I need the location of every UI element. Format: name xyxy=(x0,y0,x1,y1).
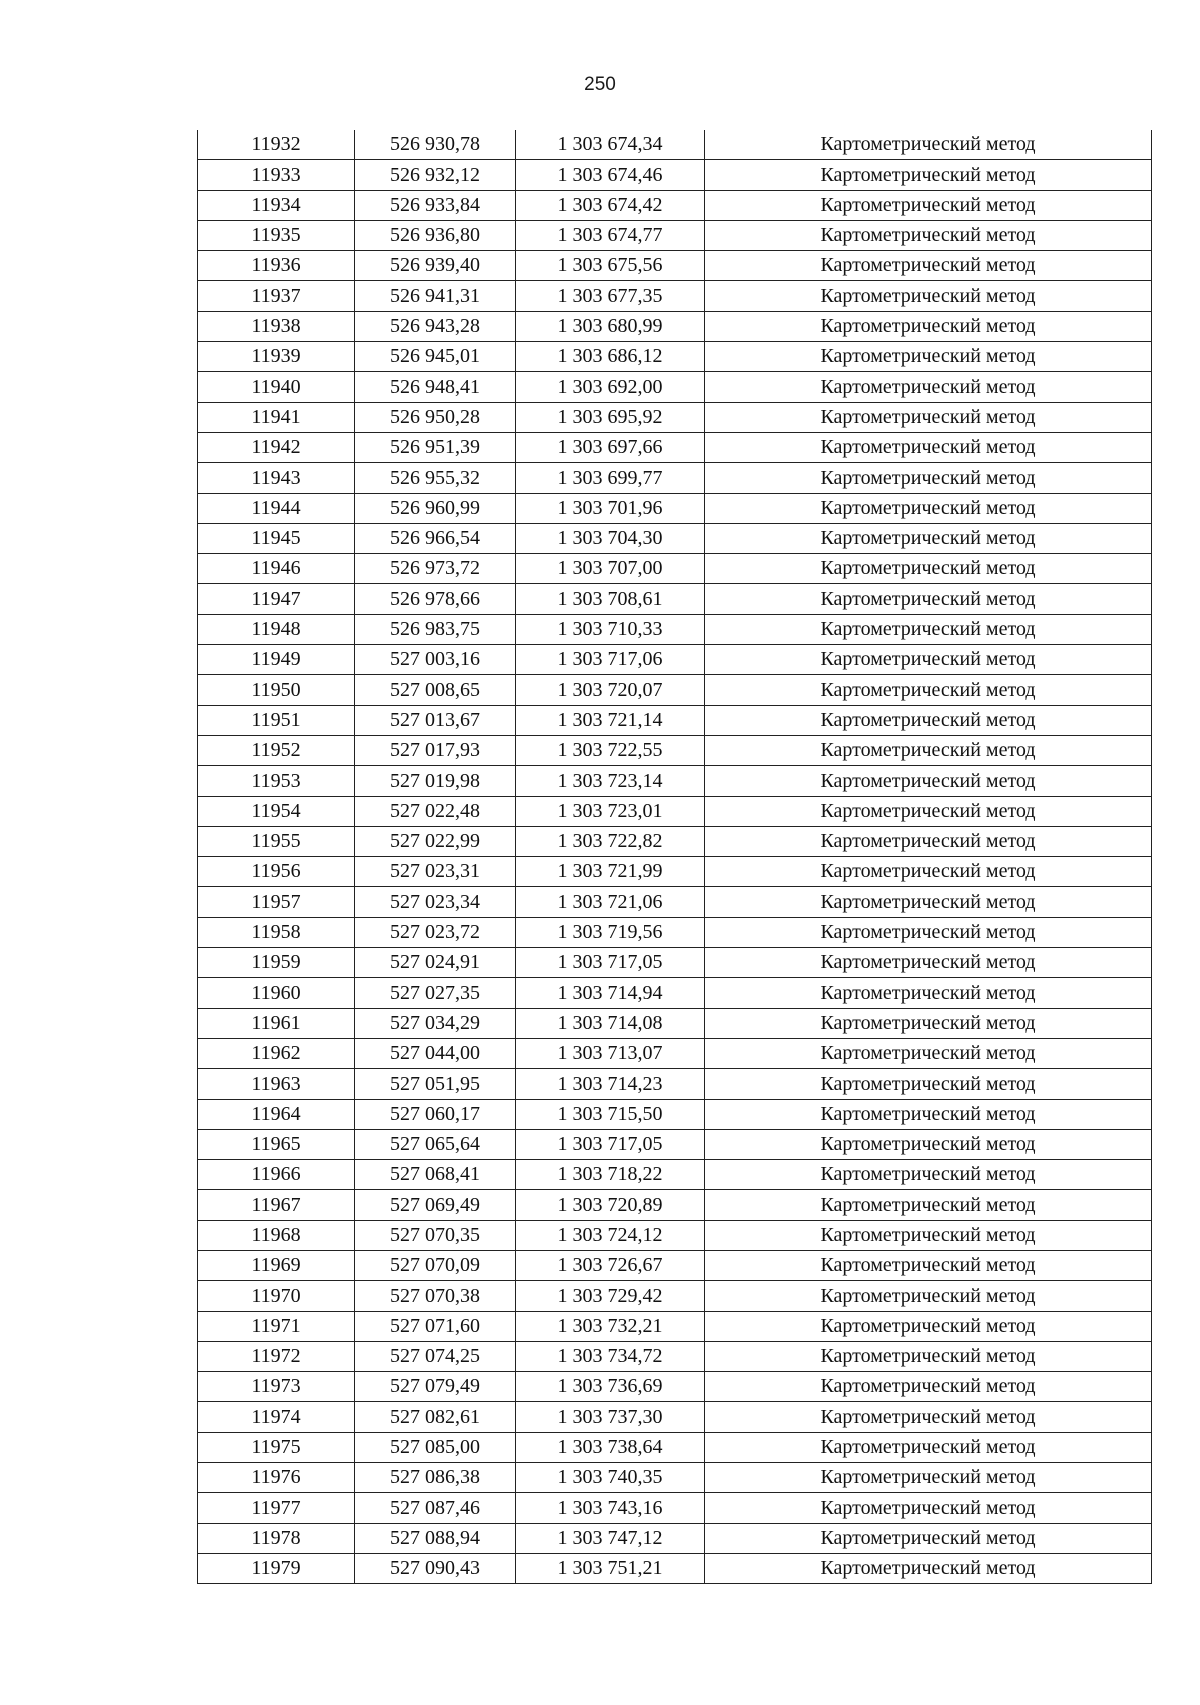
x-coordinate-cell: 527 090,43 xyxy=(355,1553,516,1583)
point-number-cell: 11978 xyxy=(198,1523,355,1553)
method-cell: Картометрический метод xyxy=(705,1038,1152,1068)
table-row xyxy=(198,220,1152,250)
y-coordinate-cell: 1 303 686,12 xyxy=(516,342,705,372)
point-number-cell: 11979 xyxy=(198,1553,355,1583)
x-coordinate-cell: 526 978,66 xyxy=(355,584,516,614)
table-row xyxy=(198,1008,1152,1038)
y-coordinate-cell: 1 303 722,82 xyxy=(516,826,705,856)
method-cell: Картометрический метод xyxy=(705,735,1152,765)
y-coordinate-cell: 1 303 747,12 xyxy=(516,1523,705,1553)
point-number-cell: 11964 xyxy=(198,1099,355,1129)
method-cell: Картометрический метод xyxy=(705,160,1152,190)
y-coordinate-cell: 1 303 692,00 xyxy=(516,372,705,402)
y-coordinate-cell: 1 303 721,14 xyxy=(516,705,705,735)
y-coordinate-cell: 1 303 695,92 xyxy=(516,402,705,432)
x-coordinate-cell: 527 027,35 xyxy=(355,978,516,1008)
point-number-cell: 11972 xyxy=(198,1341,355,1371)
table-row xyxy=(198,614,1152,644)
point-number-cell: 11977 xyxy=(198,1493,355,1523)
point-number-cell: 11965 xyxy=(198,1129,355,1159)
x-coordinate-cell: 527 023,72 xyxy=(355,917,516,947)
x-coordinate-cell: 526 930,78 xyxy=(355,130,516,160)
point-number-cell: 11958 xyxy=(198,917,355,947)
x-coordinate-cell: 526 933,84 xyxy=(355,190,516,220)
table-row xyxy=(198,1038,1152,1068)
point-number-cell: 11939 xyxy=(198,342,355,372)
table-row xyxy=(198,1372,1152,1402)
y-coordinate-cell: 1 303 719,56 xyxy=(516,917,705,947)
x-coordinate-cell: 526 936,80 xyxy=(355,220,516,250)
point-number-cell: 11968 xyxy=(198,1220,355,1250)
method-cell: Картометрический метод xyxy=(705,887,1152,917)
method-cell: Картометрический метод xyxy=(705,1493,1152,1523)
table-row xyxy=(198,1069,1152,1099)
point-number-cell: 11971 xyxy=(198,1311,355,1341)
method-cell: Картометрический метод xyxy=(705,1523,1152,1553)
table-row xyxy=(198,190,1152,220)
y-coordinate-cell: 1 303 723,01 xyxy=(516,796,705,826)
method-cell: Картометрический метод xyxy=(705,796,1152,826)
point-number-cell: 11952 xyxy=(198,735,355,765)
y-coordinate-cell: 1 303 674,42 xyxy=(516,190,705,220)
y-coordinate-cell: 1 303 677,35 xyxy=(516,281,705,311)
x-coordinate-cell: 527 034,29 xyxy=(355,1008,516,1038)
table-row xyxy=(198,735,1152,765)
x-coordinate-cell: 527 013,67 xyxy=(355,705,516,735)
x-coordinate-cell: 526 983,75 xyxy=(355,614,516,644)
table-row xyxy=(198,917,1152,947)
point-number-cell: 11945 xyxy=(198,523,355,553)
method-cell: Картометрический метод xyxy=(705,432,1152,462)
point-number-cell: 11946 xyxy=(198,554,355,584)
y-coordinate-cell: 1 303 674,77 xyxy=(516,220,705,250)
method-cell: Картометрический метод xyxy=(705,190,1152,220)
method-cell: Картометрический метод xyxy=(705,1341,1152,1371)
point-number-cell: 11947 xyxy=(198,584,355,614)
x-coordinate-cell: 526 939,40 xyxy=(355,251,516,281)
y-coordinate-cell: 1 303 715,50 xyxy=(516,1099,705,1129)
y-coordinate-cell: 1 303 714,94 xyxy=(516,978,705,1008)
y-coordinate-cell: 1 303 674,34 xyxy=(516,130,705,160)
x-coordinate-cell: 527 070,35 xyxy=(355,1220,516,1250)
method-cell: Картометрический метод xyxy=(705,1069,1152,1099)
method-cell: Картометрический метод xyxy=(705,554,1152,584)
x-coordinate-cell: 526 945,01 xyxy=(355,342,516,372)
table-row xyxy=(198,1463,1152,1493)
point-number-cell: 11976 xyxy=(198,1463,355,1493)
y-coordinate-cell: 1 303 717,05 xyxy=(516,948,705,978)
x-coordinate-cell: 527 023,34 xyxy=(355,887,516,917)
method-cell: Картометрический метод xyxy=(705,948,1152,978)
y-coordinate-cell: 1 303 737,30 xyxy=(516,1402,705,1432)
y-coordinate-cell: 1 303 721,99 xyxy=(516,857,705,887)
method-cell: Картометрический метод xyxy=(705,1190,1152,1220)
table-row xyxy=(198,766,1152,796)
coordinates-table-body xyxy=(198,130,1152,1584)
y-coordinate-cell: 1 303 680,99 xyxy=(516,311,705,341)
point-number-cell: 11943 xyxy=(198,463,355,493)
point-number-cell: 11970 xyxy=(198,1281,355,1311)
x-coordinate-cell: 527 044,00 xyxy=(355,1038,516,1068)
point-number-cell: 11973 xyxy=(198,1372,355,1402)
table-row xyxy=(198,1493,1152,1523)
table-row xyxy=(198,130,1152,160)
point-number-cell: 11960 xyxy=(198,978,355,1008)
method-cell: Картометрический метод xyxy=(705,251,1152,281)
point-number-cell: 11950 xyxy=(198,675,355,705)
table-row xyxy=(198,645,1152,675)
y-coordinate-cell: 1 303 699,77 xyxy=(516,463,705,493)
method-cell: Картометрический метод xyxy=(705,1250,1152,1280)
table-row xyxy=(198,1220,1152,1250)
method-cell: Картометрический метод xyxy=(705,220,1152,250)
table-row xyxy=(198,887,1152,917)
x-coordinate-cell: 526 941,31 xyxy=(355,281,516,311)
y-coordinate-cell: 1 303 714,23 xyxy=(516,1069,705,1099)
point-number-cell: 11937 xyxy=(198,281,355,311)
table-row xyxy=(198,1281,1152,1311)
method-cell: Картометрический метод xyxy=(705,645,1152,675)
method-cell: Картометрический метод xyxy=(705,523,1152,553)
method-cell: Картометрический метод xyxy=(705,493,1152,523)
table-row xyxy=(198,1190,1152,1220)
y-coordinate-cell: 1 303 714,08 xyxy=(516,1008,705,1038)
y-coordinate-cell: 1 303 707,00 xyxy=(516,554,705,584)
y-coordinate-cell: 1 303 674,46 xyxy=(516,160,705,190)
point-number-cell: 11953 xyxy=(198,766,355,796)
table-row xyxy=(198,826,1152,856)
point-number-cell: 11936 xyxy=(198,251,355,281)
table-row xyxy=(198,1553,1152,1583)
table-row xyxy=(198,1402,1152,1432)
method-cell: Картометрический метод xyxy=(705,675,1152,705)
x-coordinate-cell: 527 070,09 xyxy=(355,1250,516,1280)
method-cell: Картометрический метод xyxy=(705,1160,1152,1190)
x-coordinate-cell: 527 071,60 xyxy=(355,1311,516,1341)
method-cell: Картометрический метод xyxy=(705,1311,1152,1341)
x-coordinate-cell: 527 086,38 xyxy=(355,1463,516,1493)
x-coordinate-cell: 527 088,94 xyxy=(355,1523,516,1553)
table-row xyxy=(198,251,1152,281)
x-coordinate-cell: 527 023,31 xyxy=(355,857,516,887)
coordinates-table xyxy=(197,130,1152,1584)
point-number-cell: 11969 xyxy=(198,1250,355,1280)
table-row xyxy=(198,554,1152,584)
method-cell: Картометрический метод xyxy=(705,1008,1152,1038)
y-coordinate-cell: 1 303 720,89 xyxy=(516,1190,705,1220)
table-row xyxy=(198,402,1152,432)
method-cell: Картометрический метод xyxy=(705,705,1152,735)
point-number-cell: 11957 xyxy=(198,887,355,917)
table-row xyxy=(198,1432,1152,1462)
method-cell: Картометрический метод xyxy=(705,1372,1152,1402)
point-number-cell: 11959 xyxy=(198,948,355,978)
y-coordinate-cell: 1 303 721,06 xyxy=(516,887,705,917)
point-number-cell: 11951 xyxy=(198,705,355,735)
point-number-cell: 11948 xyxy=(198,614,355,644)
method-cell: Картометрический метод xyxy=(705,766,1152,796)
x-coordinate-cell: 526 951,39 xyxy=(355,432,516,462)
point-number-cell: 11961 xyxy=(198,1008,355,1038)
point-number-cell: 11955 xyxy=(198,826,355,856)
x-coordinate-cell: 526 973,72 xyxy=(355,554,516,584)
y-coordinate-cell: 1 303 726,67 xyxy=(516,1250,705,1280)
table-row xyxy=(198,463,1152,493)
point-number-cell: 11932 xyxy=(198,130,355,160)
y-coordinate-cell: 1 303 701,96 xyxy=(516,493,705,523)
table-row xyxy=(198,160,1152,190)
method-cell: Картометрический метод xyxy=(705,463,1152,493)
y-coordinate-cell: 1 303 713,07 xyxy=(516,1038,705,1068)
method-cell: Картометрический метод xyxy=(705,1220,1152,1250)
x-coordinate-cell: 526 932,12 xyxy=(355,160,516,190)
method-cell: Картометрический метод xyxy=(705,1463,1152,1493)
table-row xyxy=(198,1250,1152,1280)
table-row xyxy=(198,857,1152,887)
y-coordinate-cell: 1 303 675,56 xyxy=(516,251,705,281)
x-coordinate-cell: 527 087,46 xyxy=(355,1493,516,1523)
point-number-cell: 11934 xyxy=(198,190,355,220)
x-coordinate-cell: 527 069,49 xyxy=(355,1190,516,1220)
y-coordinate-cell: 1 303 722,55 xyxy=(516,735,705,765)
method-cell: Картометрический метод xyxy=(705,372,1152,402)
point-number-cell: 11954 xyxy=(198,796,355,826)
x-coordinate-cell: 526 955,32 xyxy=(355,463,516,493)
y-coordinate-cell: 1 303 720,07 xyxy=(516,675,705,705)
table-row xyxy=(198,1311,1152,1341)
method-cell: Картометрический метод xyxy=(705,1099,1152,1129)
x-coordinate-cell: 526 960,99 xyxy=(355,493,516,523)
x-coordinate-cell: 527 082,61 xyxy=(355,1402,516,1432)
x-coordinate-cell: 527 065,64 xyxy=(355,1129,516,1159)
x-coordinate-cell: 526 966,54 xyxy=(355,523,516,553)
table-row xyxy=(198,978,1152,1008)
table-row xyxy=(198,584,1152,614)
point-number-cell: 11942 xyxy=(198,432,355,462)
y-coordinate-cell: 1 303 718,22 xyxy=(516,1160,705,1190)
x-coordinate-cell: 526 950,28 xyxy=(355,402,516,432)
y-coordinate-cell: 1 303 743,16 xyxy=(516,1493,705,1523)
method-cell: Картометрический метод xyxy=(705,342,1152,372)
x-coordinate-cell: 527 079,49 xyxy=(355,1372,516,1402)
x-coordinate-cell: 527 060,17 xyxy=(355,1099,516,1129)
method-cell: Картометрический метод xyxy=(705,1432,1152,1462)
point-number-cell: 11933 xyxy=(198,160,355,190)
x-coordinate-cell: 527 085,00 xyxy=(355,1432,516,1462)
method-cell: Картометрический метод xyxy=(705,978,1152,1008)
point-number-cell: 11940 xyxy=(198,372,355,402)
table-row xyxy=(198,311,1152,341)
method-cell: Картометрический метод xyxy=(705,1553,1152,1583)
method-cell: Картометрический метод xyxy=(705,1281,1152,1311)
page-number: 250 xyxy=(584,74,616,95)
point-number-cell: 11975 xyxy=(198,1432,355,1462)
method-cell: Картометрический метод xyxy=(705,1129,1152,1159)
point-number-cell: 11935 xyxy=(198,220,355,250)
x-coordinate-cell: 527 051,95 xyxy=(355,1069,516,1099)
table-row xyxy=(198,675,1152,705)
x-coordinate-cell: 527 008,65 xyxy=(355,675,516,705)
y-coordinate-cell: 1 303 734,72 xyxy=(516,1341,705,1371)
point-number-cell: 11963 xyxy=(198,1069,355,1099)
table-row xyxy=(198,342,1152,372)
table-row xyxy=(198,523,1152,553)
x-coordinate-cell: 527 017,93 xyxy=(355,735,516,765)
x-coordinate-cell: 527 068,41 xyxy=(355,1160,516,1190)
table-row xyxy=(198,796,1152,826)
x-coordinate-cell: 527 022,99 xyxy=(355,826,516,856)
x-coordinate-cell: 526 948,41 xyxy=(355,372,516,402)
table-row xyxy=(198,705,1152,735)
table-row xyxy=(198,1523,1152,1553)
point-number-cell: 11956 xyxy=(198,857,355,887)
method-cell: Картометрический метод xyxy=(705,584,1152,614)
point-number-cell: 11967 xyxy=(198,1190,355,1220)
y-coordinate-cell: 1 303 724,12 xyxy=(516,1220,705,1250)
y-coordinate-cell: 1 303 751,21 xyxy=(516,1553,705,1583)
table-row xyxy=(198,281,1152,311)
table-row xyxy=(198,432,1152,462)
table-row xyxy=(198,948,1152,978)
y-coordinate-cell: 1 303 710,33 xyxy=(516,614,705,644)
point-number-cell: 11949 xyxy=(198,645,355,675)
table-row xyxy=(198,493,1152,523)
y-coordinate-cell: 1 303 740,35 xyxy=(516,1463,705,1493)
x-coordinate-cell: 526 943,28 xyxy=(355,311,516,341)
table-row xyxy=(198,1160,1152,1190)
y-coordinate-cell: 1 303 738,64 xyxy=(516,1432,705,1462)
method-cell: Картометрический метод xyxy=(705,614,1152,644)
table-row xyxy=(198,372,1152,402)
method-cell: Картометрический метод xyxy=(705,311,1152,341)
point-number-cell: 11974 xyxy=(198,1402,355,1432)
x-coordinate-cell: 527 070,38 xyxy=(355,1281,516,1311)
table-row xyxy=(198,1341,1152,1371)
y-coordinate-cell: 1 303 729,42 xyxy=(516,1281,705,1311)
y-coordinate-cell: 1 303 732,21 xyxy=(516,1311,705,1341)
method-cell: Картометрический метод xyxy=(705,402,1152,432)
x-coordinate-cell: 527 024,91 xyxy=(355,948,516,978)
table-row xyxy=(198,1129,1152,1159)
y-coordinate-cell: 1 303 736,69 xyxy=(516,1372,705,1402)
y-coordinate-cell: 1 303 697,66 xyxy=(516,432,705,462)
x-coordinate-cell: 527 003,16 xyxy=(355,645,516,675)
point-number-cell: 11938 xyxy=(198,311,355,341)
y-coordinate-cell: 1 303 717,05 xyxy=(516,1129,705,1159)
y-coordinate-cell: 1 303 717,06 xyxy=(516,645,705,675)
y-coordinate-cell: 1 303 708,61 xyxy=(516,584,705,614)
y-coordinate-cell: 1 303 704,30 xyxy=(516,523,705,553)
method-cell: Картометрический метод xyxy=(705,281,1152,311)
method-cell: Картометрический метод xyxy=(705,1402,1152,1432)
y-coordinate-cell: 1 303 723,14 xyxy=(516,766,705,796)
method-cell: Картометрический метод xyxy=(705,857,1152,887)
table-row xyxy=(198,1099,1152,1129)
point-number-cell: 11944 xyxy=(198,493,355,523)
method-cell: Картометрический метод xyxy=(705,917,1152,947)
method-cell: Картометрический метод xyxy=(705,826,1152,856)
x-coordinate-cell: 527 019,98 xyxy=(355,766,516,796)
x-coordinate-cell: 527 022,48 xyxy=(355,796,516,826)
method-cell: Картометрический метод xyxy=(705,130,1152,160)
point-number-cell: 11962 xyxy=(198,1038,355,1068)
point-number-cell: 11966 xyxy=(198,1160,355,1190)
point-number-cell: 11941 xyxy=(198,402,355,432)
x-coordinate-cell: 527 074,25 xyxy=(355,1341,516,1371)
